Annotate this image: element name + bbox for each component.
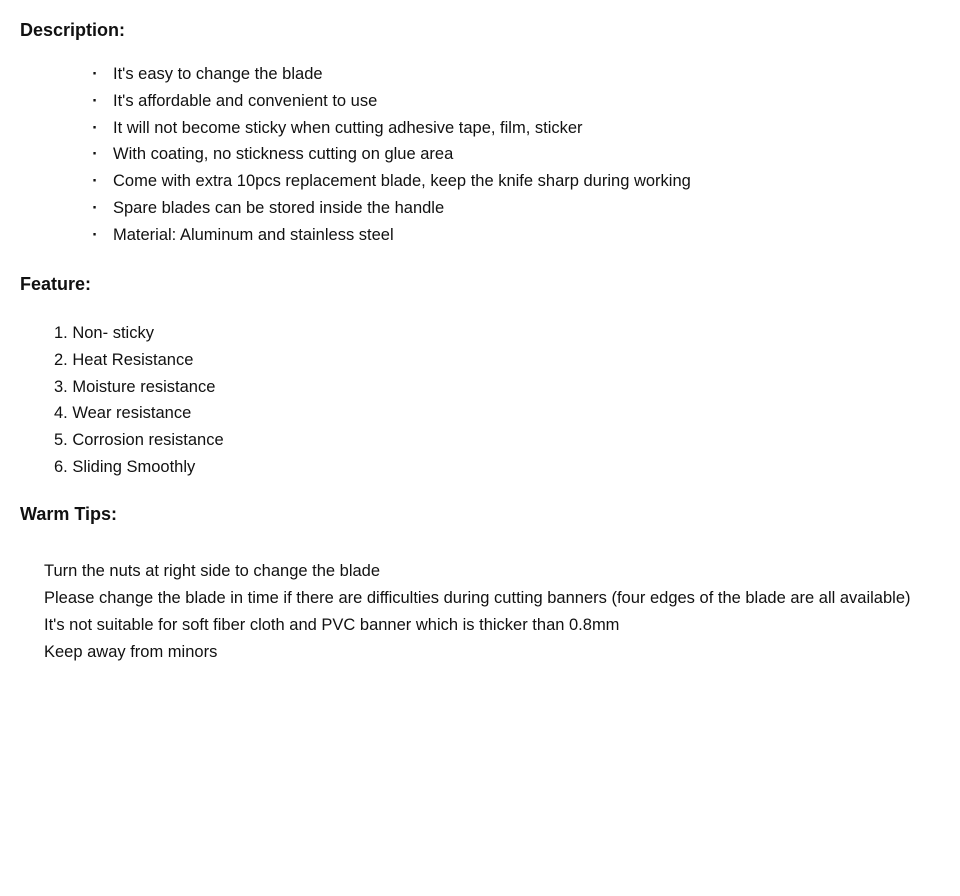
description-item	[90, 115, 691, 142]
feature-item: 2. Heat Resistance	[54, 350, 194, 369]
description-item-text: It will not become sticky when cutting adhesive tape, film, sticker	[113, 118, 583, 137]
description-item	[90, 222, 691, 249]
feature-list	[54, 320, 224, 481]
warm-tip-item: Keep away from minors	[44, 643, 218, 661]
feature-item: 6. Sliding Smoothly	[54, 457, 196, 476]
warm-tip-item: It's not suitable for soft fiber cloth and PVC banner which is thicker than 0.8mm	[44, 616, 620, 634]
description-item	[90, 88, 691, 115]
description-item-text: Come with extra 10pcs replacement blade, keep the knife sharp during working	[113, 172, 691, 191]
feature-item: 3. Moisture resistance	[54, 377, 216, 396]
description-item-text: With coating, no stickness cutting on glue area	[113, 145, 454, 164]
bullet-icon: ·	[92, 118, 98, 137]
bullet-icon: ·	[92, 145, 98, 164]
feature-item: 4. Wear resistance	[54, 404, 192, 423]
bullet-icon: ·	[92, 172, 98, 191]
description-item-text: Spare blades can be stored inside the handle	[113, 198, 445, 217]
description-item	[90, 61, 691, 88]
bullet-icon: ·	[92, 65, 98, 83]
warm-tip-item: Please change the blade in time if there are difficulties during cutting banners (four edges of the blade are all available)	[44, 589, 911, 607]
description-item	[90, 141, 691, 168]
bullet-icon: ·	[92, 91, 98, 110]
feature-item: 5. Corrosion resistance	[54, 431, 224, 450]
warm-tip-item: Turn the nuts at right side to change the blade	[44, 562, 381, 580]
warm-tips-heading: Warm Tips:	[20, 504, 118, 524]
warm-tips-list	[20, 558, 950, 666]
description-item-text: It's affordable and convenient to use	[113, 91, 378, 110]
description-item	[90, 168, 691, 195]
feature-item: 1. Non- sticky	[54, 324, 154, 342]
description-item-text: It's easy to change the blade	[113, 65, 323, 83]
bullet-icon: ·	[92, 225, 98, 244]
description-heading: Description:	[20, 20, 126, 40]
description-item	[90, 195, 691, 222]
description-item-text: Material: Aluminum and stainless steel	[113, 225, 394, 244]
description-list	[90, 61, 691, 249]
bullet-icon: ·	[92, 198, 98, 217]
feature-heading: Feature:	[20, 274, 92, 294]
